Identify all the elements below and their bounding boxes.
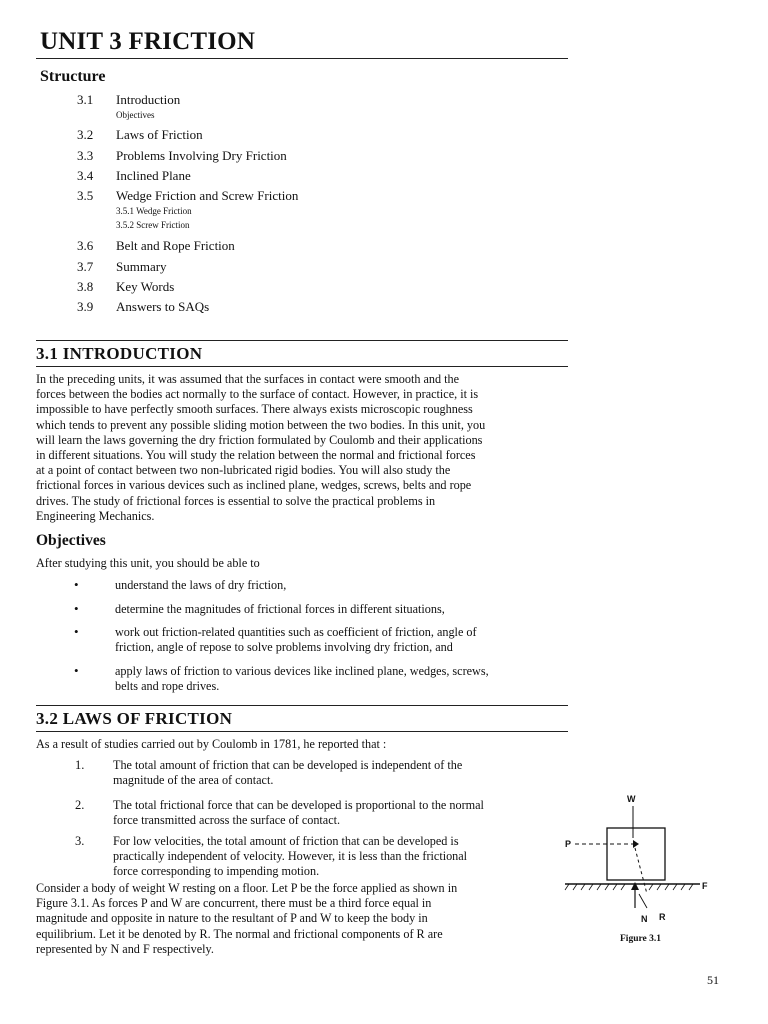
- section-rule-top: [36, 340, 568, 341]
- bullet-mark: •: [74, 663, 79, 678]
- toc-label: Key Words: [116, 279, 175, 294]
- text-line: magnitude and opposite in nature to the resultant of P and W to keep the body in: [36, 911, 428, 926]
- text-line: frictional forces in various devices such as inclined plane, wedges, screws, belts and rope: [36, 478, 472, 493]
- text-line: Consider a body of weight W resting on a floor. Let P be the force applied as shown in: [36, 881, 458, 895]
- objective-item: [115, 625, 555, 655]
- resultant-r-label: R: [659, 912, 666, 922]
- section-rule-bottom: [36, 366, 568, 367]
- toc-label: Answers to SAQs: [116, 299, 210, 314]
- toc-number: 3.3: [77, 148, 94, 163]
- arrow-head: [633, 840, 639, 848]
- toc-number: 3.9: [77, 299, 94, 314]
- text-line: belts and rope drives.: [115, 679, 220, 694]
- toc-label: Problems Involving Dry Friction: [116, 148, 287, 163]
- toc-number: 3.8: [77, 279, 94, 294]
- toc-item-wedge-screw: [77, 188, 298, 204]
- objectives-heading: Objectives: [36, 532, 106, 549]
- toc-number: 3.4: [77, 168, 94, 183]
- toc-item-key-words: [77, 279, 174, 295]
- text-line: which tends to prevent any possible sliding motion between the two bodies. In this unit, you: [36, 417, 486, 432]
- text-line: in different situations. You will study the relation between the normal and frictional forces: [36, 448, 476, 463]
- intro-section-title: 3.1 INTRODUCTION: [36, 344, 203, 363]
- normal-n-label: N: [641, 914, 648, 924]
- law-item: [113, 758, 533, 788]
- toc-number: 3.1: [77, 92, 94, 107]
- objectives-lead: After studying this unit, you should be able to: [36, 556, 260, 570]
- force-p-label: P: [565, 839, 572, 849]
- toc-label: Wedge Friction and Screw Friction: [116, 188, 299, 203]
- toc-item-answers: [77, 299, 209, 315]
- toc-item-belt-rope: [77, 238, 235, 254]
- friction-f-label: F: [702, 881, 708, 891]
- text-line: represented by N and F respectively.: [36, 941, 214, 956]
- text-line: understand the laws of dry friction,: [115, 578, 287, 592]
- section-rule-top: [36, 705, 568, 706]
- text-line: apply laws of friction to various devices like inclined plane, wedges, screws,: [115, 664, 489, 678]
- intro-paragraph: [36, 372, 536, 524]
- text-line: Figure 3.1. As forces P and W are concurrent, there must be a third force equal in: [36, 896, 432, 911]
- figure-caption: Figure 3.1: [620, 934, 661, 944]
- text-line: force corresponding to impending motion.: [113, 864, 320, 879]
- law-item: [113, 798, 533, 828]
- toc-subitem-screw: 3.5.2 Screw Friction: [116, 220, 190, 230]
- bullet-mark: •: [74, 624, 79, 639]
- section-rule-bottom: [36, 731, 568, 732]
- text-line: magnitude of the area of contact.: [113, 773, 274, 788]
- structure-heading: Structure: [40, 68, 106, 85]
- toc-number: 3.7: [77, 259, 94, 274]
- toc-subitem-objectives: Objectives: [116, 110, 155, 120]
- text-line: In the preceding units, it was assumed that the surfaces in contact were smooth and the: [36, 372, 460, 386]
- toc-label: Introduction: [116, 92, 181, 107]
- toc-number: 3.6: [77, 238, 94, 253]
- toc-item-summary: [77, 259, 167, 275]
- text-line: The total amount of friction that can be developed is independent of the: [113, 758, 463, 772]
- text-line: determine the magnitudes of frictional forces in different situations,: [115, 602, 445, 616]
- weight-label: W: [627, 794, 636, 804]
- objective-item: [115, 664, 555, 694]
- arrow-head: [631, 882, 639, 890]
- toc-number: 3.2: [77, 127, 94, 142]
- objective-item: [115, 578, 555, 593]
- law-number: 1.: [75, 758, 85, 772]
- toc-item-introduction: [77, 92, 180, 108]
- text-line: The total frictional force that can be developed is proportional to the normal: [113, 798, 484, 812]
- toc-item-problems: [77, 148, 287, 164]
- block: [607, 828, 665, 880]
- laws-lead: As a result of studies carried out by Coulomb in 1781, he reported that :: [36, 737, 387, 751]
- text-line: impossible to have perfectly smooth surfaces. There always exists microscopic roughness: [36, 402, 473, 417]
- law-number: 3.: [75, 834, 85, 848]
- text-line: at a point of contact between two non-lubricated rigid bodies. You will also study the: [36, 463, 451, 478]
- bullet-mark: •: [74, 577, 79, 592]
- law-number: 2.: [75, 798, 85, 812]
- objective-item: [115, 602, 555, 617]
- text-line: will learn the laws governing the dry friction formulated by Coulomb and their applications: [36, 432, 483, 447]
- toc-subitem-wedge: 3.5.1 Wedge Friction: [116, 206, 192, 216]
- toc-label: Belt and Rope Friction: [116, 238, 235, 253]
- bullet-mark: •: [74, 601, 79, 616]
- floor-hatching: [565, 884, 693, 890]
- page-number: 51: [707, 973, 719, 987]
- laws-section-title: 3.2 LAWS OF FRICTION: [36, 709, 233, 728]
- unit-title: UNIT 3 FRICTION: [40, 28, 256, 55]
- toc-item-laws: [77, 127, 203, 143]
- law-item: [113, 834, 533, 880]
- text-line: drives. The study of frictional forces is essential to solve the practical problems in: [36, 493, 436, 508]
- title-rule: [36, 58, 568, 59]
- toc-number: 3.5: [77, 188, 94, 203]
- closing-paragraph: [36, 881, 546, 957]
- toc-item-inclined-plane: [77, 168, 191, 184]
- text-line: friction, angle of repose to solve problems involving dry friction, and: [115, 640, 453, 655]
- toc-label: Summary: [116, 259, 167, 274]
- text-line: For low velocities, the total amount of friction that can be developed is: [113, 834, 459, 848]
- text-line: forces between the bodies act normally to the surface of contact. However, in practice, it is: [36, 387, 479, 402]
- text-line: practically independent of velocity. However, it is less than the frictional: [113, 849, 468, 864]
- toc-label: Inclined Plane: [116, 168, 191, 183]
- text-line: equilibrium. Let it be denoted by R. The normal and frictional components of R are: [36, 926, 443, 941]
- text-line: Engineering Mechanics.: [36, 508, 155, 523]
- text-line: work out friction-related quantities such as coefficient of friction, angle of: [115, 625, 477, 639]
- toc-label: Laws of Friction: [116, 127, 203, 142]
- text-line: force transmitted across the surface of contact.: [113, 813, 341, 828]
- resultant-arrow: [639, 894, 647, 908]
